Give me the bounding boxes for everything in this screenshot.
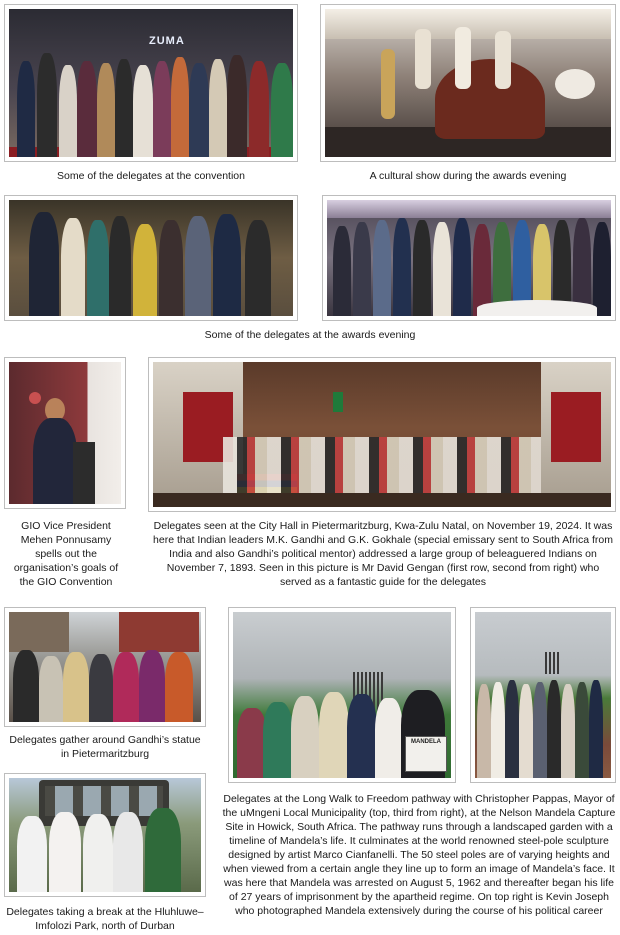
photo-vice-president: [4, 357, 126, 509]
photo-convention: [4, 4, 298, 162]
photo-city-hall: [148, 357, 616, 512]
photo-awards-evening-left: [4, 195, 298, 321]
caption-gandhi-statue: Delegates gather around Gandhi’s statue in Pietermaritzburg: [9, 734, 201, 760]
caption-cultural-show: A cultural show during the awards evening: [369, 170, 567, 182]
caption-vice-president: GIO Vice President Mehen Ponnusamy spells out the organisation’s goals of the GIO Convention: [13, 520, 119, 588]
photo-howick-group: [470, 607, 616, 783]
caption-convention: Some of the delegates at the convention: [57, 170, 245, 182]
mandela-placard: MANDELA: [405, 736, 447, 772]
caption-city-hall: Delegates seen at the City Hall in Pietermaritzburg, Kwa-Zulu Natal, on November 19, 2024. It was here that Indian leaders M.K. Gandhi and G.K. Gokhale (special emissary sent to South Africa from India and also Gandhi’s political mentor) addressed a large group of beleaguered Indians on November 7, 1893. Seen in this picture is Mr David Gengan (first row, second from right) who served as a fantastic guide for the delegates: [153, 520, 613, 588]
photo-gandhi-statue: [4, 607, 206, 727]
photo-long-walk: [228, 607, 456, 783]
stage-sign: ZUMA: [149, 35, 185, 47]
photo-hluhluwe: [4, 773, 206, 897]
caption-awards-evening: Some of the delegates at the awards evening: [204, 329, 416, 341]
photo-cultural-show: [320, 4, 616, 162]
caption-hluhluwe: Delegates taking a break at the Hluhluwe–Imfolozi Park, north of Durban: [6, 906, 204, 932]
caption-long-walk: Delegates at the Long Walk to Freedom pathway with Christopher Pappas, Mayor of the uMngeni Local Municipality (top, third from right), at the Nelson Mandela Capture Site in Howick, South Africa. The pathway runs through a landscaped garden with a timeline of Mandela’s life. It culminates at the world renowned steel-pole sculpture designed by artist Marco Cianfanelli. The 50 steel poles are of varying heights and when viewed from a certain angle they line up to form an image of Mandela’s face. It was here that Mandela was arrested on August 5, 1962 and thereafter began his life of 27 years of imprisonment by the apartheid regime. On top right is Kevin Joseph who photographed Mandela extensively during the course of his political career: [222, 793, 616, 917]
photo-awards-evening-right: [322, 195, 616, 321]
